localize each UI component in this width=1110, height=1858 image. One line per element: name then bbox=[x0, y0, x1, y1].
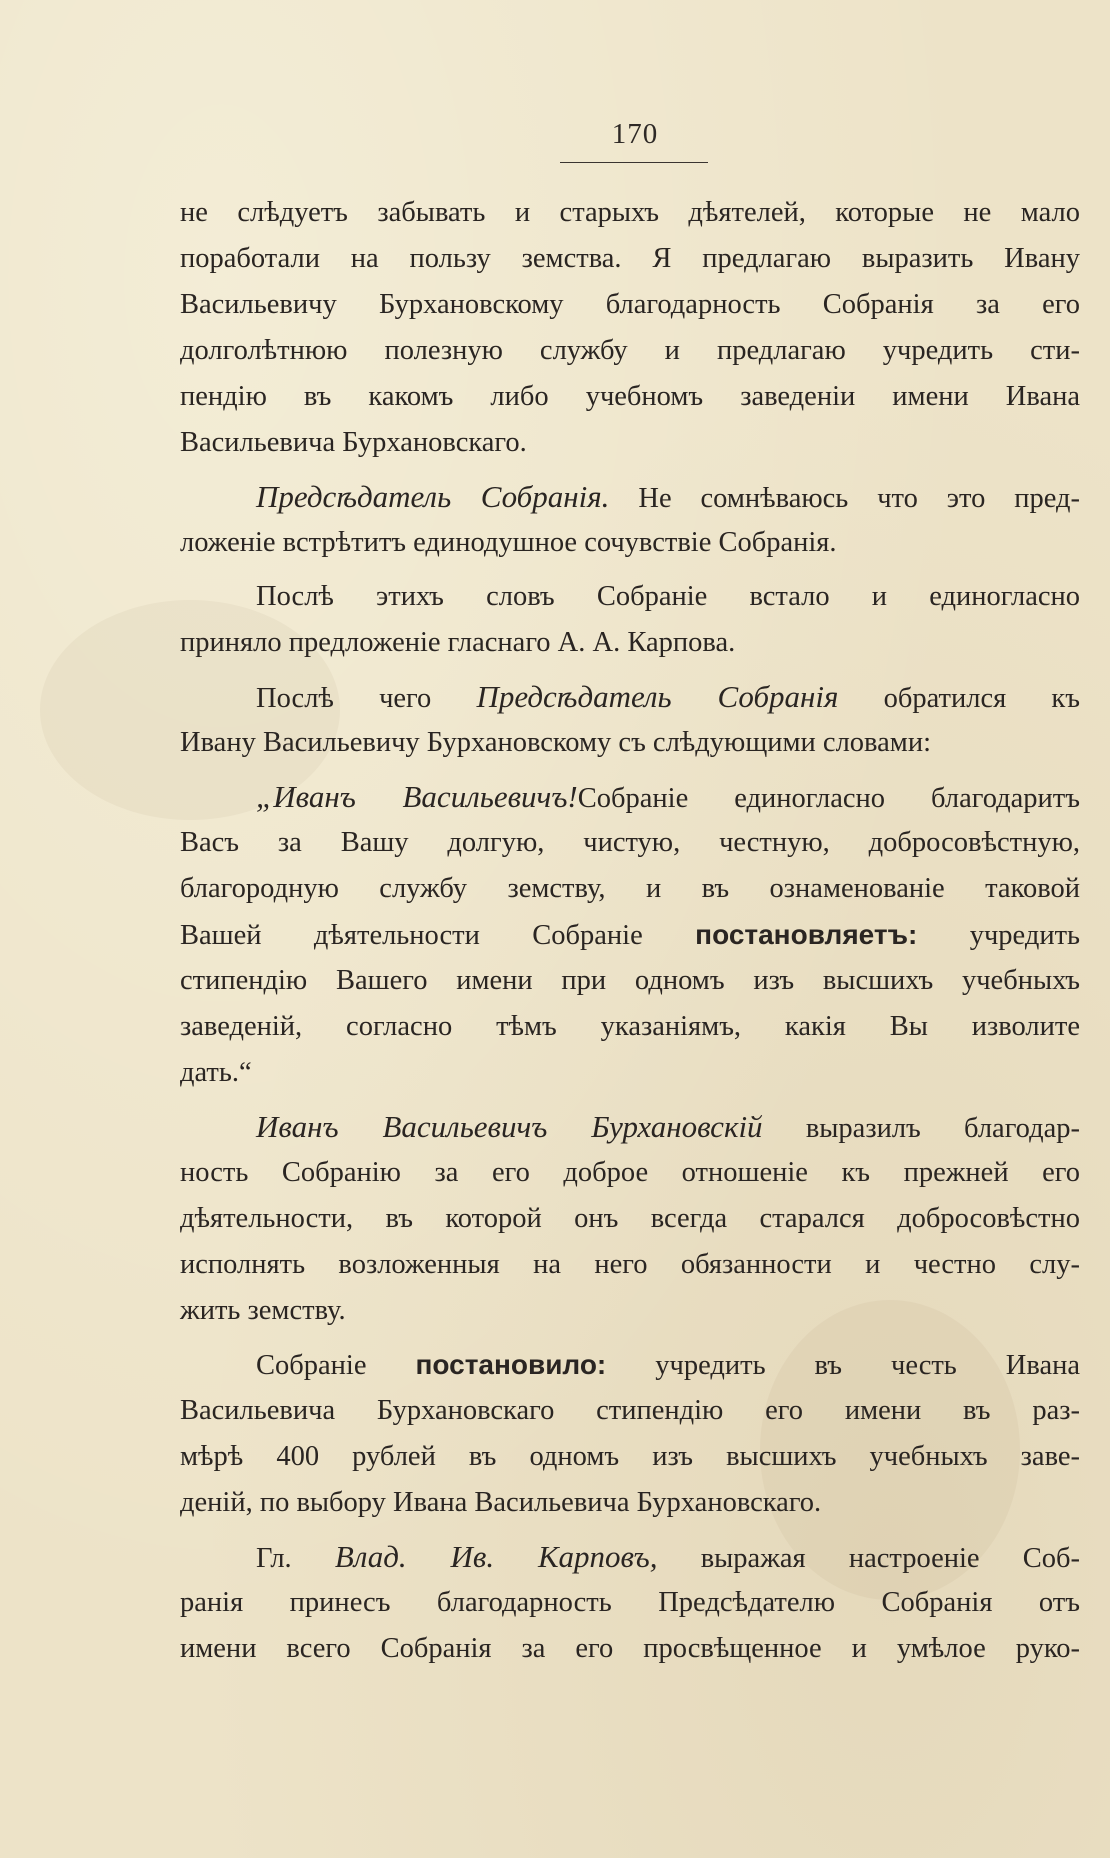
text-span: выразилъ благодар- bbox=[805, 1113, 1080, 1144]
paragraph bbox=[180, 1342, 1080, 1526]
text-line: жить земству. bbox=[180, 1295, 346, 1326]
text-span: выражая настроеніе Соб- bbox=[700, 1543, 1081, 1574]
text-span: учредить въ честь Ивана bbox=[655, 1350, 1080, 1381]
text-line: пендію въ какомъ либо учебномъ заведеніи имени Ивана bbox=[180, 381, 1080, 412]
text-line: Послѣ этихъ словъ Собраніе встало и единогласно bbox=[256, 581, 1080, 612]
text-line bbox=[180, 774, 1080, 820]
text-span: обратился къ bbox=[883, 683, 1081, 714]
paragraph bbox=[180, 1534, 1080, 1672]
paragraph bbox=[180, 774, 1080, 1096]
text-line: поработали на пользу земства. Я предлагаю выразить Ивану bbox=[180, 243, 1080, 274]
paragraph bbox=[180, 474, 1080, 566]
address-name: „Иванъ Васильевичъ! bbox=[256, 779, 578, 814]
text-line: Васъ за Вашу долгую, чистую, честную, добросовѣстную, bbox=[180, 827, 1080, 858]
text-span: Гл. bbox=[256, 1543, 292, 1574]
speaker-name: Влад. Ив. Карповъ, bbox=[334, 1539, 658, 1574]
text-line: заведеній, согласно тѣмъ указаніямъ, какія Вы изволите bbox=[180, 1011, 1080, 1042]
text-span: Собраніе bbox=[256, 1350, 367, 1381]
text-line bbox=[180, 474, 1080, 520]
text-line: деній, по выбору Ивана Васильевича Бурхановскаго. bbox=[180, 1487, 822, 1518]
speaker-name: Предсѣдатель Собранія bbox=[476, 679, 839, 714]
text-line: Васильевичу Бурхановскому благодарность Собранія за его bbox=[180, 289, 1080, 320]
text-line: имени всего Собранія за его просвѣщенное и умѣлое руко- bbox=[180, 1633, 1080, 1664]
text-span: Послѣ чего bbox=[256, 683, 432, 714]
text-line: благородную службу земству, и въ ознаменованіе таковой bbox=[180, 873, 1080, 904]
text-line: приняло предложеніе гласнаго А. А. Карпова. bbox=[180, 627, 736, 658]
text-body bbox=[180, 190, 1080, 1672]
text-line bbox=[180, 1342, 1080, 1388]
text-line bbox=[180, 912, 1080, 958]
text-line: ность Собранію за его доброе отношеніе къ прежней его bbox=[180, 1157, 1080, 1188]
paragraph bbox=[180, 674, 1080, 766]
text-line bbox=[180, 1104, 1080, 1150]
text-line: дѣятельности, въ которой онъ всегда старался добросовѣстно bbox=[180, 1203, 1080, 1234]
paragraph bbox=[180, 1104, 1080, 1334]
text-line: исполнять возложенныя на него обязанности и честно слу- bbox=[180, 1249, 1080, 1280]
keyword: постановило: bbox=[415, 1349, 607, 1380]
text-span: Вашей дѣятельности Собраніе bbox=[180, 920, 643, 951]
text-line: Васильевича Бурхановскаго стипендію его имени въ раз- bbox=[180, 1395, 1080, 1426]
paragraph bbox=[180, 574, 1080, 666]
text-line: ранія принесъ благодарность Предсѣдателю Собранія отъ bbox=[180, 1587, 1080, 1618]
text-line: мѣрѣ 400 рублей въ одномъ изъ высшихъ учебныхъ заве- bbox=[180, 1441, 1080, 1472]
page-number: 170 bbox=[611, 118, 659, 150]
text-line bbox=[180, 674, 1080, 720]
text-line: Ивану Васильевичу Бурхановскому съ слѣдующими словами: bbox=[180, 727, 931, 758]
speaker-name: Иванъ Васильевичъ Бурхановскій bbox=[256, 1109, 763, 1144]
text-span: учредить bbox=[969, 920, 1081, 951]
text-line bbox=[180, 1534, 1080, 1580]
keyword: постановляетъ: bbox=[695, 919, 918, 950]
page-number-rule bbox=[560, 162, 708, 163]
text-line: стипендію Вашего имени при одномъ изъ высшихъ учебныхъ bbox=[180, 965, 1080, 996]
text-line: долголѣтнюю полезную службу и предлагаю учредить сти- bbox=[180, 335, 1080, 366]
text-line: ложеніе встрѣтитъ единодушное сочувствіе Собранія. bbox=[180, 527, 837, 558]
text-line: дать.“ bbox=[180, 1057, 252, 1088]
speaker-name: Предсѣдатель Собранія. bbox=[256, 479, 610, 514]
text-span: Не сомнѣваюсь что это пред- bbox=[638, 483, 1081, 514]
text-line: не слѣдуетъ забывать и старыхъ дѣятелей, которые не мало bbox=[180, 197, 1080, 228]
paragraph bbox=[180, 190, 1080, 466]
text-span: Собраніе единогласно благодаритъ bbox=[577, 783, 1080, 814]
text-line: Васильевича Бурхановскаго. bbox=[180, 427, 527, 458]
